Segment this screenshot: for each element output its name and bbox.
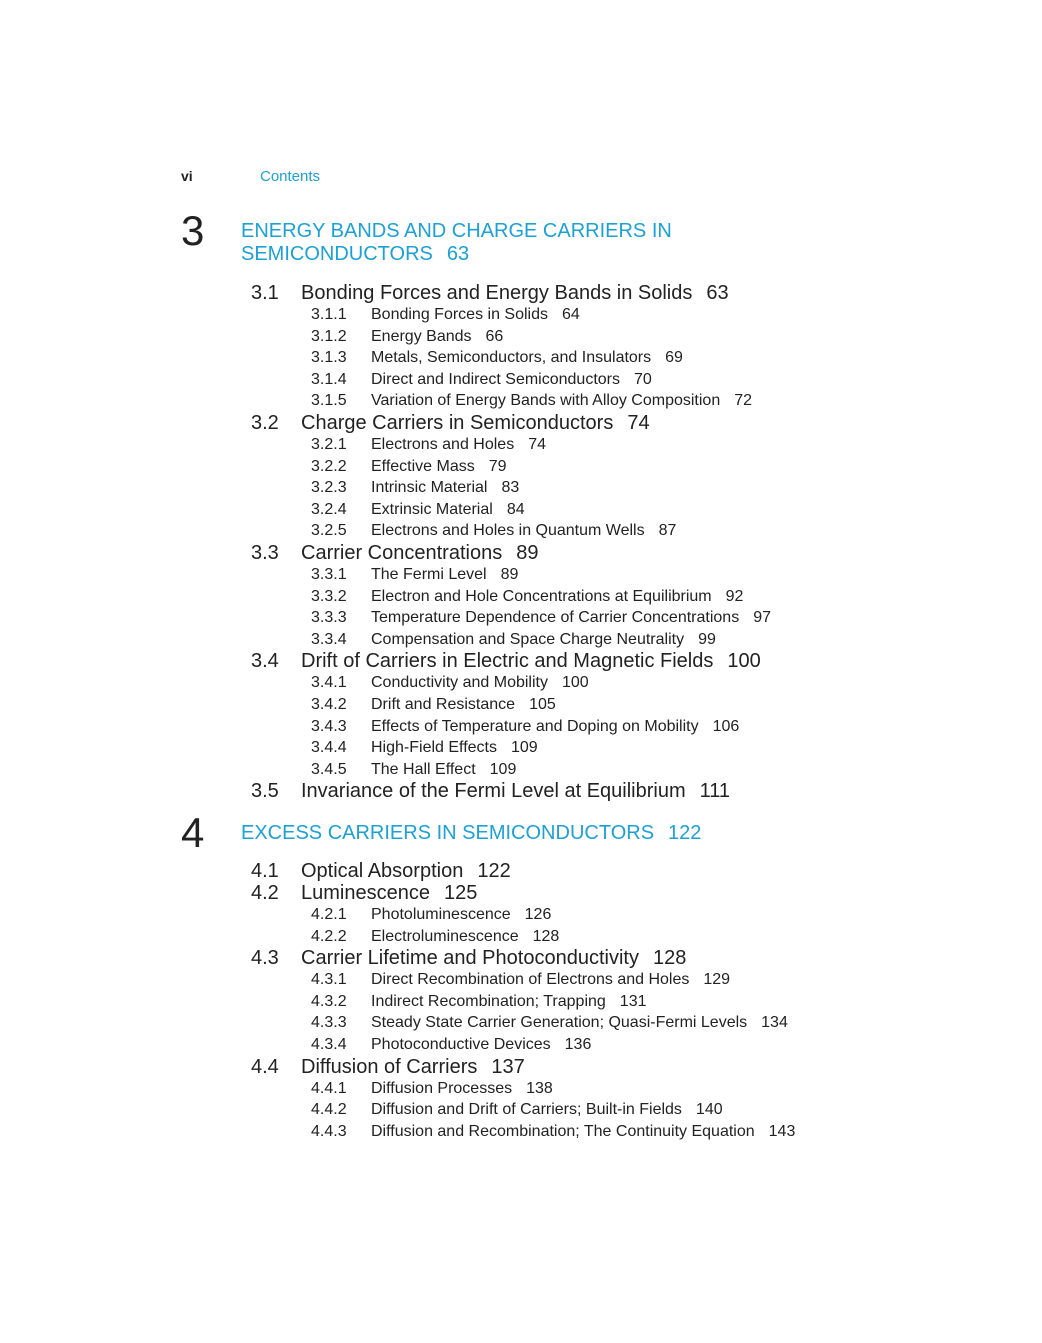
entry-page: 138 (526, 1079, 553, 1097)
entry-title: Bonding Forces and Energy Bands in Solids (301, 282, 693, 304)
entry-page: 131 (619, 992, 647, 1010)
entry-number: 4.3.3 (311, 1014, 347, 1032)
toc-subsection-entry[interactable] (251, 564, 971, 586)
entry-title: The Hall Effect (371, 760, 476, 778)
entry-title: Direct Recombination of Electrons and Holes (371, 971, 690, 989)
entry-title: Invariance of the Fermi Level at Equilibrium (301, 780, 686, 803)
entry-page: 129 (703, 971, 731, 989)
entry-number: 4.3.4 (311, 1035, 347, 1053)
entry-title: Variation of Energy Bands with Alloy Composition (371, 392, 721, 410)
toc-subsection-entry[interactable] (251, 1034, 971, 1056)
entry-number: 3.2.2 (311, 457, 347, 475)
entry-title: Electron and Hole Concentrations at Equilibrium (371, 587, 712, 605)
entry-number: 3.5 (251, 780, 279, 803)
entry-title: High-Field Effects (371, 739, 497, 757)
entry-page: 72 (734, 392, 753, 410)
chapter-title (241, 822, 761, 845)
entry-number: 3.1.5 (311, 392, 347, 410)
entry-page: 74 (627, 411, 650, 434)
entry-title: Intrinsic Material (371, 479, 488, 497)
entry-title: Bonding Forces in Solids (371, 306, 548, 323)
entry-title: Diffusion and Recombination; The Continuity Equation (371, 1122, 755, 1140)
entry-page: 79 (488, 457, 507, 475)
entry-number: 4.3.1 (311, 971, 347, 989)
entry-number: 3.2 (251, 411, 279, 434)
entry-page: 109 (510, 739, 538, 757)
entry-number: 4.4.1 (311, 1079, 347, 1097)
chapter-number: 4 (181, 809, 205, 856)
entry-page: 74 (528, 435, 546, 453)
toc-subsection-entry[interactable] (251, 369, 971, 391)
chapter-title (241, 220, 761, 266)
toc-subsection-entry[interactable] (251, 477, 971, 499)
entry-number: 3.2.5 (311, 522, 347, 540)
entry-title: Charge Carriers in Semiconductors (301, 411, 614, 434)
entry-number: 3.1 (251, 282, 279, 304)
page-number: vi (181, 168, 193, 184)
toc-subsection-entry[interactable] (251, 716, 971, 738)
entry-title: The Fermi Level (371, 565, 487, 583)
entry-page: 109 (489, 760, 517, 778)
entry-title: Extrinsic Material (371, 500, 493, 518)
entry-title: Direct and Indirect Semiconductors (371, 370, 620, 388)
chapter-page: 63 (446, 243, 470, 265)
entry-number: 4.4 (251, 1055, 279, 1078)
entry-page: 92 (725, 587, 744, 605)
entry-title: Electroluminescence (371, 927, 519, 945)
toc-subsection-entry[interactable] (251, 434, 971, 456)
chapter-title-line1: ENERGY BANDS AND CHARGE CARRIERS IN (241, 220, 672, 242)
running-head: Contents (260, 168, 321, 185)
entry-page: 83 (501, 479, 520, 497)
toc-subsection-entry[interactable] (251, 586, 971, 608)
entry-page: 143 (768, 1122, 796, 1140)
entry-title: Energy Bands (371, 327, 472, 345)
toc-section-entry[interactable] (251, 650, 971, 672)
entry-page: 128 (532, 927, 560, 945)
entry-title: Compensation and Space Charge Neutrality (371, 630, 685, 648)
chapter-title-line2: SEMICONDUCTORS (241, 243, 433, 265)
entry-number: 3.3.1 (311, 565, 347, 583)
toc-subsection-entry[interactable] (251, 694, 971, 716)
entry-page: 105 (529, 695, 556, 713)
entry-title: Drift and Resistance (371, 695, 516, 713)
entry-title: Drift of Carriers in Electric and Magnetic Fields (301, 650, 714, 673)
toc-subsection-entry[interactable] (251, 1099, 971, 1121)
entry-page: 97 (753, 609, 771, 627)
toc-section-entry[interactable] (251, 542, 971, 564)
toc-list (251, 860, 971, 1142)
entry-page: 111 (699, 780, 731, 803)
entry-number: 4.3.2 (311, 992, 347, 1010)
entry-number: 4.2 (251, 882, 279, 904)
toc-subsection-entry[interactable] (251, 390, 971, 412)
entry-page: 134 (761, 1014, 788, 1032)
entry-number: 3.4.5 (311, 760, 347, 778)
toc-section-entry[interactable] (251, 1056, 971, 1078)
entry-title: Photoconductive Devices (371, 1035, 551, 1053)
toc-section-entry[interactable] (251, 882, 971, 904)
toc-subsection-entry[interactable] (251, 737, 971, 759)
entry-number: 4.4.2 (311, 1101, 347, 1119)
entry-page: 63 (706, 282, 729, 304)
entry-number: 3.3.3 (311, 609, 347, 627)
entry-page: 89 (516, 541, 539, 564)
entry-page: 89 (500, 565, 519, 583)
entry-page: 70 (634, 370, 652, 388)
entry-page: 66 (485, 327, 504, 345)
entry-number: 3.1.2 (311, 327, 347, 345)
toc-section-entry[interactable] (251, 780, 971, 802)
entry-page: 64 (561, 306, 580, 323)
entry-page: 140 (695, 1101, 723, 1119)
toc-subsection-entry[interactable] (251, 520, 971, 542)
toc-section-entry[interactable] (251, 282, 971, 304)
toc-subsection-entry[interactable] (251, 326, 971, 348)
entry-number: 4.2.1 (311, 906, 347, 923)
entry-number: 3.3.4 (311, 630, 347, 648)
entry-number: 3.4.2 (311, 695, 347, 713)
entry-title: Indirect Recombination; Trapping (371, 992, 606, 1010)
page-header (181, 168, 581, 190)
entry-number: 3.1.1 (311, 306, 347, 323)
entry-title: Steady State Carrier Generation; Quasi-Fermi Levels (371, 1014, 748, 1032)
entry-number: 3.4.3 (311, 717, 347, 735)
entry-title: Photoluminescence (371, 906, 511, 923)
entry-page: 69 (665, 349, 683, 367)
entry-number: 3.4.4 (311, 739, 347, 757)
entry-page: 126 (524, 906, 552, 923)
entry-page: 99 (698, 630, 716, 648)
entry-number: 3.2.4 (311, 500, 347, 518)
toc-section-entry[interactable] (251, 947, 971, 969)
entry-number: 3.1.3 (311, 349, 347, 367)
entry-page: 122 (477, 860, 511, 882)
toc-section-entry[interactable] (251, 860, 971, 882)
toc-subsection-entry[interactable] (251, 672, 971, 694)
entry-title: Carrier Concentrations (301, 541, 503, 564)
entry-number: 3.1.4 (311, 370, 347, 388)
toc-subsection-entry[interactable] (251, 904, 971, 926)
entry-title: Luminescence (301, 882, 430, 904)
entry-title: Diffusion of Carriers (301, 1055, 478, 1078)
toc-subsection-entry[interactable] (251, 347, 971, 369)
entry-title: Carrier Lifetime and Photoconductivity (301, 947, 639, 970)
entry-title: Electrons and Holes in Quantum Wells (371, 522, 645, 540)
entry-title: Effective Mass (371, 457, 475, 475)
toc-subsection-entry[interactable] (251, 456, 971, 478)
entry-number: 3.4 (251, 650, 279, 673)
entry-page: 87 (658, 522, 677, 540)
entry-number: 3.2.1 (311, 435, 347, 453)
entry-number: 3.3 (251, 541, 279, 564)
entry-number: 3.4.1 (311, 674, 347, 692)
entry-number: 3.3.2 (311, 587, 347, 605)
entry-number: 3.2.3 (311, 479, 347, 497)
entry-number: 4.4.3 (311, 1122, 347, 1140)
entry-title: Temperature Dependence of Carrier Concentrations (371, 609, 740, 627)
toc-subsection-entry[interactable] (251, 969, 971, 991)
toc-subsection-entry[interactable] (251, 607, 971, 629)
chapter-page: 122 (668, 822, 702, 844)
entry-title: Optical Absorption (301, 860, 464, 882)
entry-page: 128 (652, 947, 687, 970)
entry-title: Diffusion and Drift of Carriers; Built-in Fields (371, 1101, 682, 1119)
entry-page: 137 (491, 1055, 525, 1078)
toc-subsection-entry[interactable] (251, 499, 971, 521)
entry-title: Diffusion Processes (371, 1079, 513, 1097)
entry-title: Electrons and Holes (371, 435, 515, 453)
toc-section-entry[interactable] (251, 412, 971, 434)
entry-page: 100 (561, 674, 589, 692)
entry-page: 125 (443, 882, 478, 904)
entry-title: Effects of Temperature and Doping on Mobility (371, 717, 699, 735)
entry-page: 100 (727, 650, 761, 673)
toc-subsection-entry[interactable] (251, 304, 971, 326)
entry-page: 84 (506, 500, 525, 518)
chapter-number: 3 (181, 207, 205, 254)
toc-subsection-entry[interactable] (251, 629, 971, 651)
entry-number: 4.1 (251, 860, 279, 882)
toc-list (251, 282, 971, 802)
entry-title: Conductivity and Mobility (371, 674, 548, 692)
toc-subsection-entry[interactable] (251, 759, 971, 781)
entry-page: 136 (564, 1035, 592, 1053)
entry-number: 4.3 (251, 947, 279, 970)
toc-subsection-entry[interactable] (251, 1012, 971, 1034)
toc-subsection-entry[interactable] (251, 991, 971, 1013)
chapter-title-line1: EXCESS CARRIERS IN SEMICONDUCTORS (241, 822, 655, 844)
entry-number: 4.2.2 (311, 927, 347, 945)
entry-title: Metals, Semiconductors, and Insulators (371, 349, 652, 367)
toc-subsection-entry[interactable] (251, 926, 971, 948)
toc-subsection-entry[interactable] (251, 1078, 971, 1100)
entry-page: 106 (712, 717, 740, 735)
toc-subsection-entry[interactable] (251, 1121, 971, 1143)
